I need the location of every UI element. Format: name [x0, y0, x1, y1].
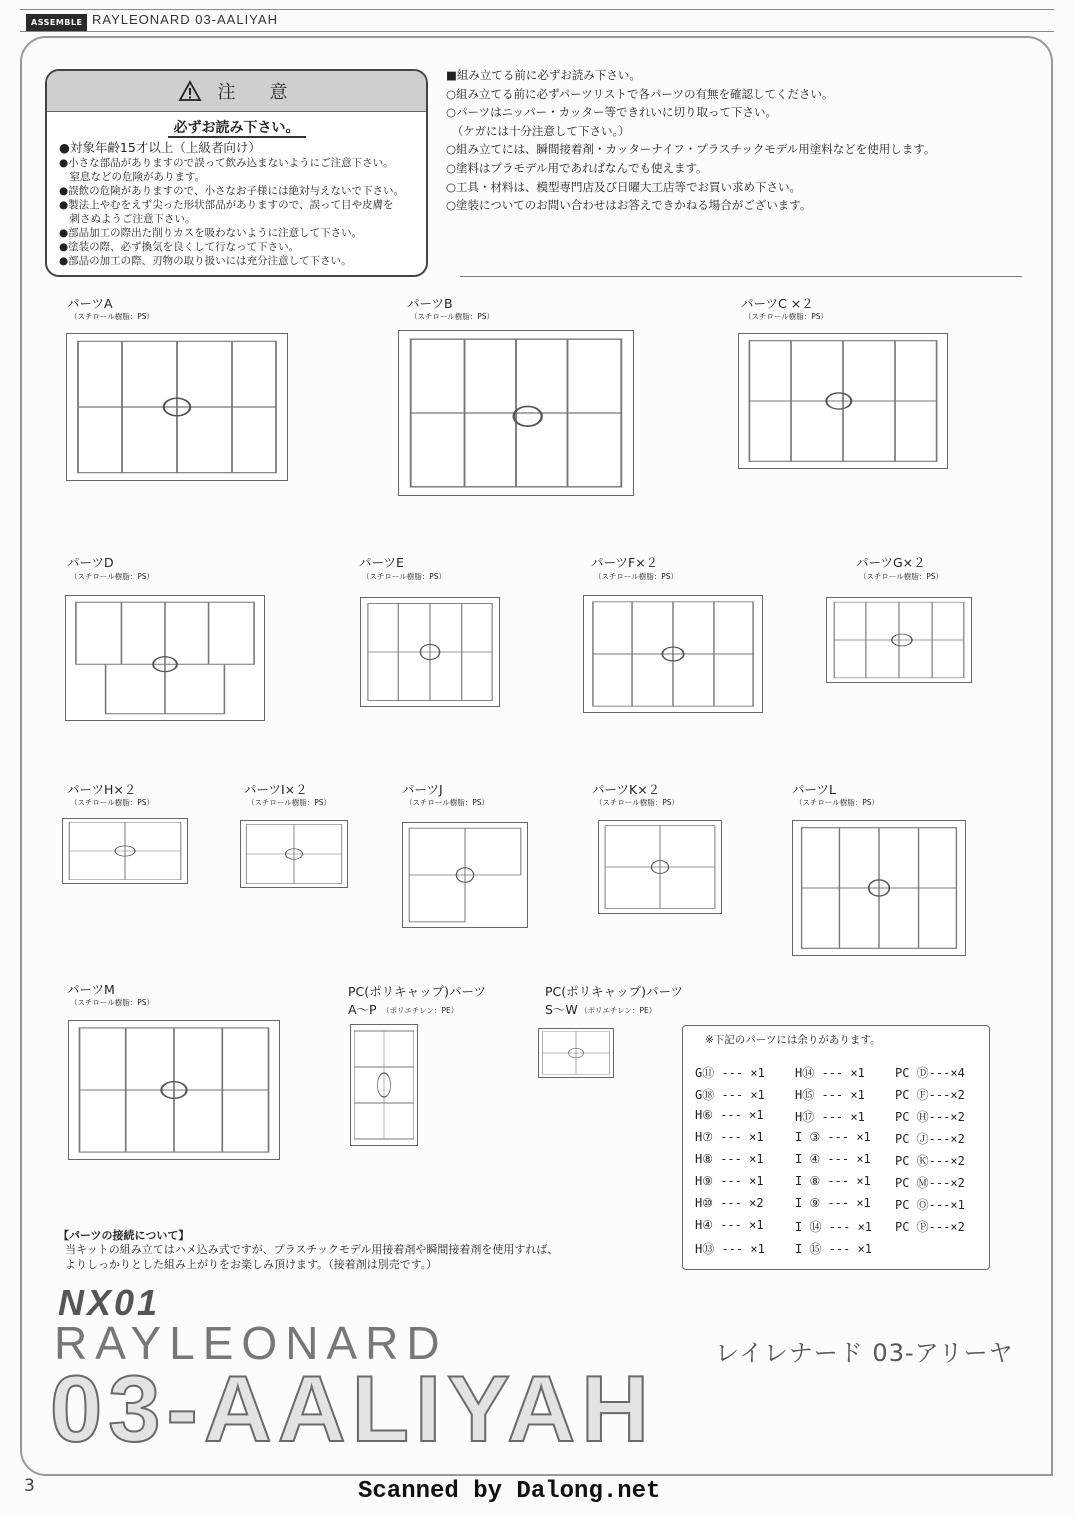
parts-label-l: パーツL — [792, 782, 836, 797]
parts-label-m: パーツM — [67, 982, 115, 997]
runner-h-diagram — [62, 818, 188, 884]
model-code: NX01 — [58, 1282, 161, 1323]
instruction-item: ○工具・材料は、模型専門店及び日曜大工店等でお買い求め下さい。 — [446, 179, 802, 194]
runner-k-diagram — [598, 820, 722, 914]
caution-item: ●部品の加工の際、刃物の取り扱いには充分注意して下さい。 — [59, 255, 352, 267]
parts-label-e: パーツE — [359, 555, 404, 570]
parts-material: （スチロール樹脂：PS） — [859, 572, 943, 581]
parts-label-b: パーツB — [407, 296, 453, 311]
parts-label-h: パーツH×２ — [67, 782, 137, 797]
model-name-japanese: レイレナード 03-アリーヤ — [715, 1339, 1014, 1367]
spare-entry: PC Ⓚ---×2 — [895, 1154, 965, 1168]
runner-l-diagram — [792, 820, 966, 956]
runner-m-diagram — [68, 1020, 280, 1160]
instruction-item: （ケガには十分注意して下さい。） — [446, 123, 630, 138]
spare-entry: H⑮ --- ×1 — [795, 1088, 865, 1102]
spare-entry: PC Ⓙ---×2 — [895, 1132, 965, 1146]
scan-credit: Scanned by Dalong.net — [358, 1478, 661, 1505]
runner-j-diagram — [402, 822, 528, 928]
parts-range-pc-sw: S～W — [545, 1002, 578, 1017]
parts-label-i: パーツI×２ — [244, 782, 308, 797]
header-rule-top — [20, 9, 1054, 10]
parts-material: （スチロール樹脂：PS） — [744, 312, 828, 321]
instruction-item: ○組み立てには、瞬間接着剤・カッターナイフ・プラスチックモデル用塗料などを使用します。 — [446, 142, 936, 157]
section-badge: ASSEMBLE — [26, 14, 87, 31]
parts-material: （ポリエチレン：PE） — [580, 1006, 657, 1015]
spare-entry: PC Ⓗ---×2 — [895, 1110, 965, 1124]
caution-item: ●部品加工の際出た削りカスを吸わないように注意して下さい。 — [59, 227, 363, 239]
instruction-item: ○パーツはニッパー・カッター等できれいに切り取って下さい。 — [446, 105, 777, 120]
parts-material: （スチロール樹脂：PS） — [247, 798, 331, 807]
spare-entry: H⑨ --- ×1 — [695, 1174, 764, 1188]
warning-icon — [178, 80, 202, 102]
caution-item: ●小さな部品がありますので誤って飲み込まないようにご注意下さい。 — [59, 157, 394, 169]
parts-label-f: パーツF×２ — [591, 555, 659, 570]
parts-label-pc-sw: PC(ポリキャップ)パーツ — [545, 984, 684, 999]
caution-item: 刺さぬようご注意下さい。 — [59, 213, 196, 225]
parts-material: （スチロール樹脂：PS） — [70, 798, 154, 807]
maker-name: RAYLEONARD — [54, 1317, 448, 1369]
parts-material: （スチロール樹脂：PS） — [362, 572, 446, 581]
parts-label-g: パーツG×２ — [856, 555, 926, 570]
header-rule-bottom — [20, 31, 1054, 32]
spare-entry: PC Ⓕ---×2 — [895, 1088, 965, 1102]
spare-entry: PC Ⓜ---×2 — [895, 1176, 965, 1190]
parts-label-pc-ap: PC(ポリキャップ)パーツ — [348, 984, 487, 999]
caution-item: ●誤飲の危険がありますので、小さなお子様には絶対与えないで下さい。 — [59, 185, 404, 197]
caution-subheading: 必ずお読み下さい。 — [168, 120, 306, 138]
instruction-item: ○塗料はプラモデル用であればなんでも使えます。 — [446, 160, 708, 175]
caution-item: 窒息などの危険があります。 — [59, 171, 206, 183]
runner-f-diagram — [583, 595, 763, 713]
caution-heading: 注 意 — [217, 82, 296, 103]
connection-line: よりしっかりとした組み上がりをお楽しみ頂けます。（接着剤は別売です。） — [65, 1258, 438, 1271]
spare-entry: H⑭ --- ×1 — [795, 1066, 865, 1080]
model-name: 03-AALIYAH — [50, 1356, 655, 1461]
runner-e-diagram — [360, 597, 500, 707]
parts-material: （スチロール樹脂：PS） — [795, 798, 879, 807]
runner-d-diagram — [65, 595, 265, 721]
spare-entry: PC Ⓟ---×2 — [895, 1220, 965, 1234]
spare-entry: PC Ⓓ---×4 — [895, 1066, 965, 1080]
caution-item: ●対象年齢15才以上（上級者向け） — [59, 140, 261, 155]
divider — [460, 276, 1022, 277]
spare-parts-table — [682, 1025, 990, 1270]
spare-entry: I ③ --- ×1 — [795, 1130, 871, 1144]
parts-material: （スチロール樹脂：PS） — [70, 998, 154, 1007]
connection-body — [65, 1242, 625, 1272]
spare-entry: G⑱ --- ×1 — [695, 1088, 765, 1102]
parts-material: （スチロール樹脂：PS） — [70, 312, 154, 321]
parts-label-d: パーツD — [67, 555, 114, 570]
parts-material: （スチロール樹脂：PS） — [595, 798, 679, 807]
runner-pc-sw-diagram — [538, 1028, 614, 1078]
parts-material: （スチロール樹脂：PS） — [410, 312, 494, 321]
connection-title: 【パーツの接続について】 — [58, 1229, 190, 1242]
caution-item: ●製法上やむをえず尖った形状部品がありますので、誤って目や皮膚を — [59, 199, 394, 211]
page-number: 3 — [24, 1476, 35, 1496]
runner-g-diagram — [826, 597, 972, 683]
caution-box — [45, 69, 428, 277]
spare-entry: I ④ --- ×1 — [795, 1152, 871, 1166]
spare-entry: I ⑭ --- ×1 — [795, 1220, 873, 1234]
runner-i-diagram — [240, 820, 348, 888]
instruction-item: ○組み立てる前に必ずパーツリストで各パーツの有無を確認してください。 — [446, 86, 834, 101]
spare-entry: H⑩ --- ×2 — [695, 1196, 764, 1210]
spare-entry: G⑪ --- ×1 — [695, 1066, 765, 1080]
parts-material: （ポリエチレン：PE） — [382, 1006, 459, 1015]
connection-line: 当キットの組み立てはハメ込み式ですが、プラスチックモデル用接着剤や瞬間接着剤を使用すれば、 — [65, 1243, 559, 1256]
spare-entry: PC Ⓞ---×1 — [895, 1198, 965, 1212]
spare-entry: H⑬ --- ×1 — [695, 1242, 765, 1256]
runner-pc-ap-diagram — [350, 1024, 418, 1146]
header-title: RAYLEONARD 03-AALIYAH — [92, 12, 278, 27]
spare-entry: H⑦ --- ×1 — [695, 1130, 764, 1144]
parts-range-pc-ap: A～P — [348, 1002, 377, 1017]
caution-header — [47, 71, 426, 112]
spare-entry: I ⑨ --- ×1 — [795, 1196, 871, 1210]
spare-entry: H⑥ --- ×1 — [695, 1108, 764, 1122]
parts-label-a: パーツA — [67, 296, 113, 311]
parts-label-k: パーツK×２ — [592, 782, 661, 797]
parts-label-c: パーツC ×２ — [741, 296, 814, 311]
spare-entry: H⑰ --- ×1 — [795, 1110, 865, 1124]
caution-list — [59, 139, 416, 268]
runner-a-diagram — [66, 333, 288, 481]
parts-material: （スチロール樹脂：PS） — [405, 798, 489, 807]
runner-b-diagram — [398, 330, 634, 496]
spare-entry: H⑧ --- ×1 — [695, 1152, 764, 1166]
instructions-list — [446, 66, 1036, 215]
spare-entry: H④ --- ×1 — [695, 1218, 764, 1232]
spare-entry: I ⑮ --- ×1 — [795, 1242, 873, 1256]
instruction-item: ■組み立てる前に必ずお読み下さい。 — [446, 68, 641, 82]
parts-label-j: パーツJ — [402, 782, 443, 797]
caution-item: ●塗装の際、必ず換気を良くして行なって下さい。 — [59, 241, 300, 253]
parts-material: （スチロール樹脂：PS） — [594, 572, 678, 581]
spare-entry: I ⑧ --- ×1 — [795, 1174, 871, 1188]
parts-material: （スチロール樹脂：PS） — [70, 572, 154, 581]
spare-parts-note: ※下記のパーツには余りがあります。 — [705, 1034, 881, 1046]
runner-c-diagram — [738, 333, 948, 469]
instruction-item: ○塗装についてのお問い合わせはお答えできかねる場合がございます。 — [446, 198, 812, 213]
